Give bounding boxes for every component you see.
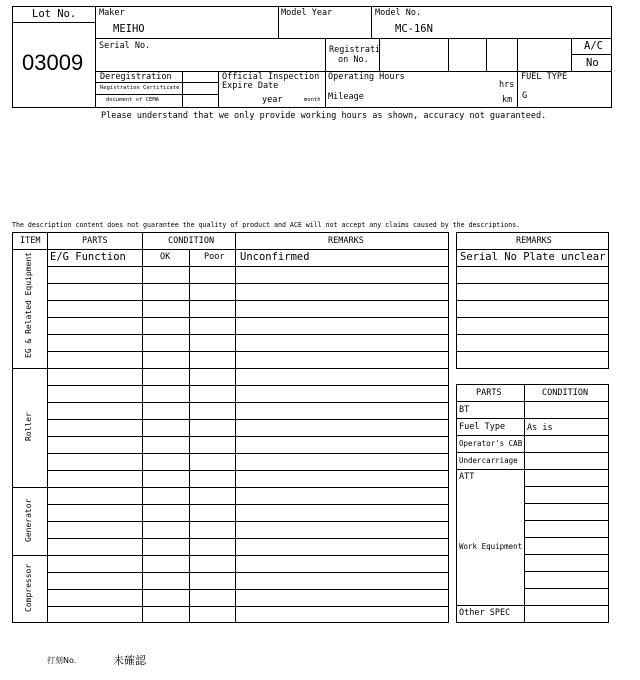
grid-line (47, 538, 449, 539)
grid-line (47, 351, 449, 352)
parts-row-other-spec: Other SPEC (459, 608, 511, 618)
grid-line (47, 300, 449, 301)
parts-row-work-equipment: Work Equipment (459, 542, 523, 551)
group-roller: Roller (24, 412, 33, 442)
grid-line (47, 419, 449, 420)
document-of-cema-label: document of CEMA (106, 97, 159, 103)
grid-line (456, 435, 609, 436)
grid-line (47, 283, 449, 284)
operating-hours-label: Operating Hours (328, 72, 405, 82)
grid-line (47, 232, 48, 623)
ac-value: No (586, 57, 599, 69)
grid-line (47, 402, 449, 403)
remarks-header: REMARKS (516, 236, 552, 246)
serial-no-label: Serial No. (99, 41, 151, 51)
grid-line (47, 385, 449, 386)
ac-label: A/C (584, 40, 603, 52)
grid-line (47, 521, 449, 522)
grid-line (12, 487, 48, 488)
registration-label-1: Registrati (329, 45, 381, 55)
grid-line (456, 351, 609, 352)
grid-line (47, 436, 449, 437)
expire-date-label: Expire Date (222, 81, 279, 91)
maker-label: Maker (99, 8, 125, 18)
grid-line (47, 453, 449, 454)
stamp-no-label: 打刻No. (47, 656, 77, 665)
grid-line (456, 266, 609, 267)
lot-no-label: Lot No. (32, 8, 77, 20)
parts-row-undercarriage: Undercarriage (459, 456, 518, 465)
grid-line (456, 283, 609, 284)
group-generator: Generator (24, 498, 33, 542)
year-label: year (262, 95, 283, 105)
grid-line (456, 300, 609, 301)
grid-line (47, 504, 449, 505)
grid-line (524, 520, 609, 521)
grid-line (47, 334, 449, 335)
grid-line (524, 503, 609, 504)
grid-line (524, 554, 609, 555)
registration-label-2: on No. (338, 55, 369, 65)
registration-certificate-label: Registration Certificate (100, 85, 180, 91)
model-no-value: MC-16N (395, 23, 433, 35)
grid-line (47, 555, 449, 556)
grid-line (456, 418, 609, 419)
main-header-condition: CONDITION (168, 236, 215, 246)
grid-line (47, 589, 449, 590)
grid-line (47, 266, 449, 267)
km-label: km (502, 95, 513, 105)
deregistration-label: Deregistration (100, 72, 172, 82)
grid-line (12, 249, 449, 250)
grid-line (47, 368, 449, 369)
grid-line (456, 334, 609, 335)
main-header-item: ITEM (20, 236, 41, 246)
fuel-type-value: G (522, 91, 528, 101)
grid-line (456, 249, 609, 250)
hrs-label: hrs (499, 80, 515, 90)
grid-line (456, 605, 609, 606)
parts-header-parts: PARTS (476, 388, 502, 398)
mileage-label: Mileage (328, 92, 364, 102)
grid-line (524, 537, 609, 538)
stamp-no-value: 未確認 (113, 654, 146, 667)
grid-line (12, 555, 48, 556)
group-eg-related-equipment: EG & Related Equipment (24, 252, 33, 358)
grid-line (456, 317, 609, 318)
grid-line (47, 317, 449, 318)
eg-function-part: E/G Function (50, 251, 126, 263)
eg-function-poor: Poor (204, 252, 225, 262)
remarks-first-row: Serial No Plate unclear (460, 251, 606, 263)
group-compressor: Compressor (24, 563, 33, 613)
parts-row-operators-cab: Operator's CAB (459, 439, 523, 448)
disclaimer: The description content does not guarantee the quality of product and ACE will not accept any claims caused by the descriptions. (12, 221, 521, 229)
eg-function-remarks: Unconfirmed (240, 251, 310, 263)
accuracy-notice: Please understand that we only provide working hours as shown, accuracy not guaranteed. (101, 111, 547, 121)
parts-header-condition: CONDITION (542, 388, 589, 398)
grid-line (235, 232, 236, 623)
maker-value: MEIHO (113, 23, 145, 35)
parts-row-att: ATT (459, 472, 475, 482)
main-table (12, 232, 449, 623)
lot-no-value: 03009 (22, 50, 84, 75)
grid-line (456, 469, 609, 470)
month-label: month (304, 97, 321, 103)
parts-row-fuel-type-condition: As is (527, 423, 553, 433)
grid-line (12, 368, 48, 369)
main-header-remarks: REMARKS (328, 236, 364, 246)
grid-line (524, 571, 609, 572)
parts-row-bt: BT (459, 405, 470, 415)
grid-line (47, 606, 449, 607)
grid-line (47, 487, 449, 488)
parts-row-fuel-type: Fuel Type (459, 422, 506, 432)
grid-line (456, 452, 609, 453)
fuel-type-label: FUEL TYPE (521, 72, 568, 82)
grid-line (47, 470, 449, 471)
model-year-label: Model Year (281, 8, 333, 18)
main-header-parts: PARTS (82, 236, 108, 246)
grid-line (47, 572, 449, 573)
eg-function-ok: OK (160, 252, 171, 262)
model-no-label: Model No. (375, 8, 422, 18)
grid-line (524, 588, 609, 589)
grid-line (142, 232, 143, 623)
grid-line (524, 486, 609, 487)
grid-line (456, 401, 609, 402)
official-inspection-label: Official Inspection (222, 72, 320, 82)
